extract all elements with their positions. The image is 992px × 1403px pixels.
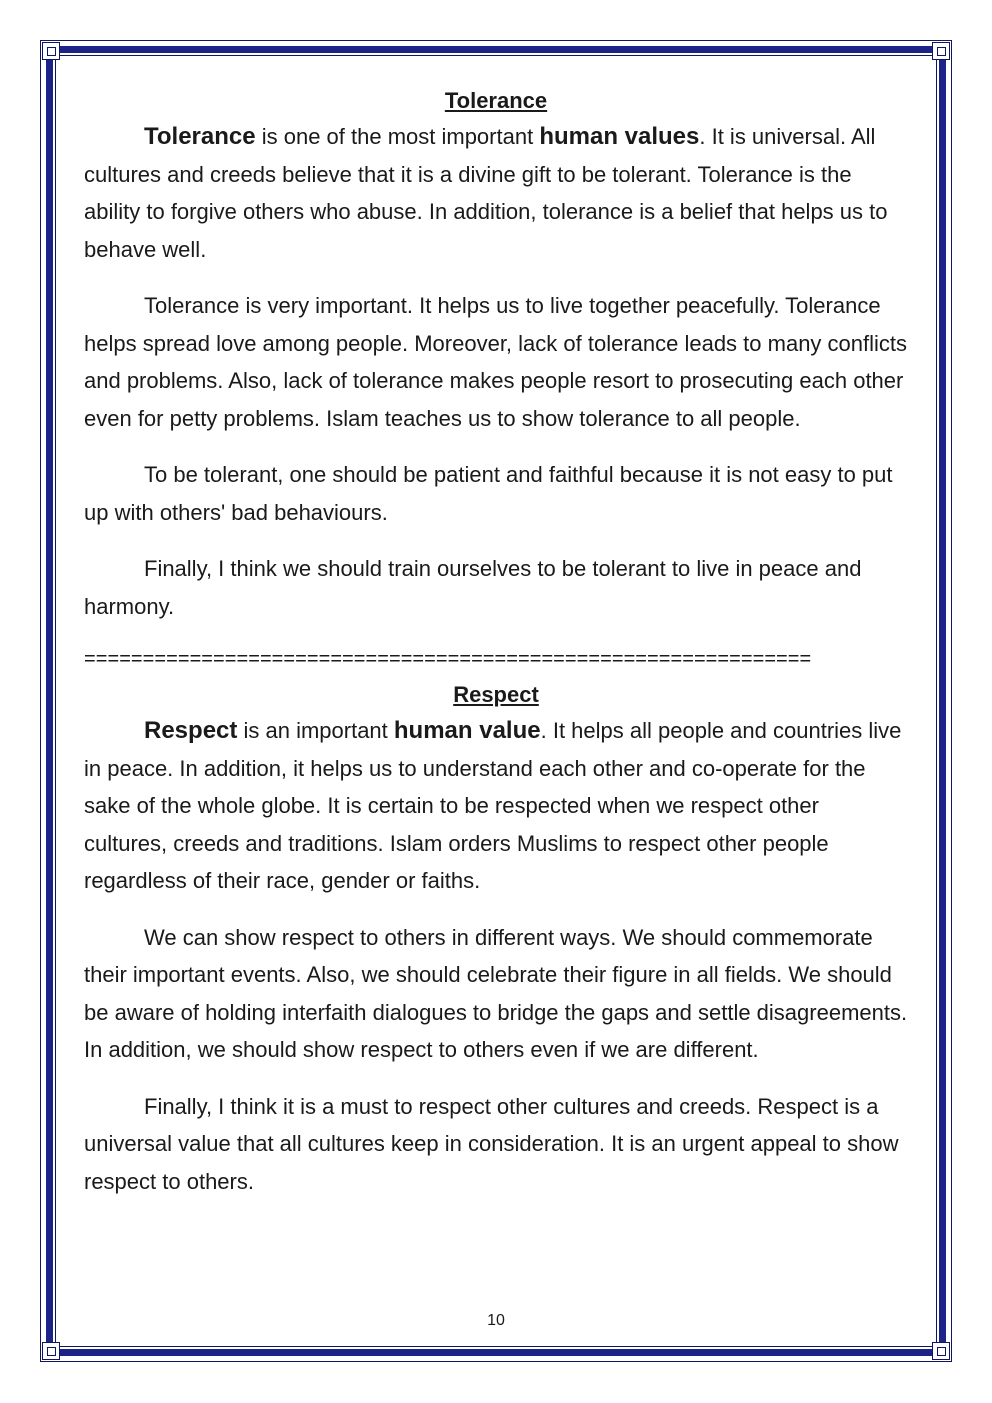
section-separator: ============================================================== <box>84 648 812 670</box>
tolerance-paragraph-3: To be tolerant, one should be patient and faithful because it is not easy to put up with others' bad behaviours. <box>84 462 893 525</box>
respect-lead-term: Respect <box>144 717 238 744</box>
corner-ornament-bottom-right <box>932 1342 950 1360</box>
corner-ornament-top-left <box>42 42 60 60</box>
respect-paragraph-2: We can show respect to others in different ways. We should commemorate their important events. Also, we should celebrate their figure in all fields. We should be aware of holding interfaith dialogues to bridge the gaps and settle disagreements. In addition, we should show respect to others even if we are different. <box>84 924 908 1062</box>
respect-paragraph-3: Finally, I think it is a must to respect other cultures and creeds. Respect is a universal value that all cultures keep in consideration. It is an urgent appeal to show respect to others. <box>84 1093 899 1194</box>
tolerance-lead-term: Tolerance <box>144 123 256 150</box>
tolerance-paragraph-1: Tolerance is one of the most important human values. It is universal. All cultures and creeds believe that it is a divine gift to be tolerant. Tolerance is the ability to forgive others who abuse. In addition, tolerance is a belief that helps us to behave well. <box>84 123 888 262</box>
tolerance-paragraph-4: Finally, I think we should train ourselves to be tolerant to live in peace and harmony. <box>84 556 862 619</box>
respect-paragraph-1: Respect is an important human value. It helps all people and countries live in peace. In addition, it helps us to understand each other and co-operate for the sake of the whole globe. It is certain to be respected when we respect other cultures, creeds and traditions. Islam orders Muslims to respect other people regardless of their race, gender or faiths. <box>84 717 902 893</box>
tolerance-paragraph-2: Tolerance is very important. It helps us to live together peacefully. Tolerance helps spread love among people. Moreover, lack of tolerance leads to many conflicts and problems. Also, lack of tolerance makes people resort to prosecuting each other even for petty problems. Islam teaches us to show tolerance to all people. <box>84 293 908 431</box>
page-content <box>84 84 908 1219</box>
corner-ornament-bottom-left <box>42 1342 60 1360</box>
human-value-term: human value <box>393 717 541 744</box>
page-number: 10 <box>487 1312 505 1329</box>
respect-heading: Respect <box>453 682 539 707</box>
corner-ornament-top-right <box>932 42 950 60</box>
tolerance-heading: Tolerance <box>444 88 548 113</box>
human-values-term: human values <box>539 123 700 150</box>
